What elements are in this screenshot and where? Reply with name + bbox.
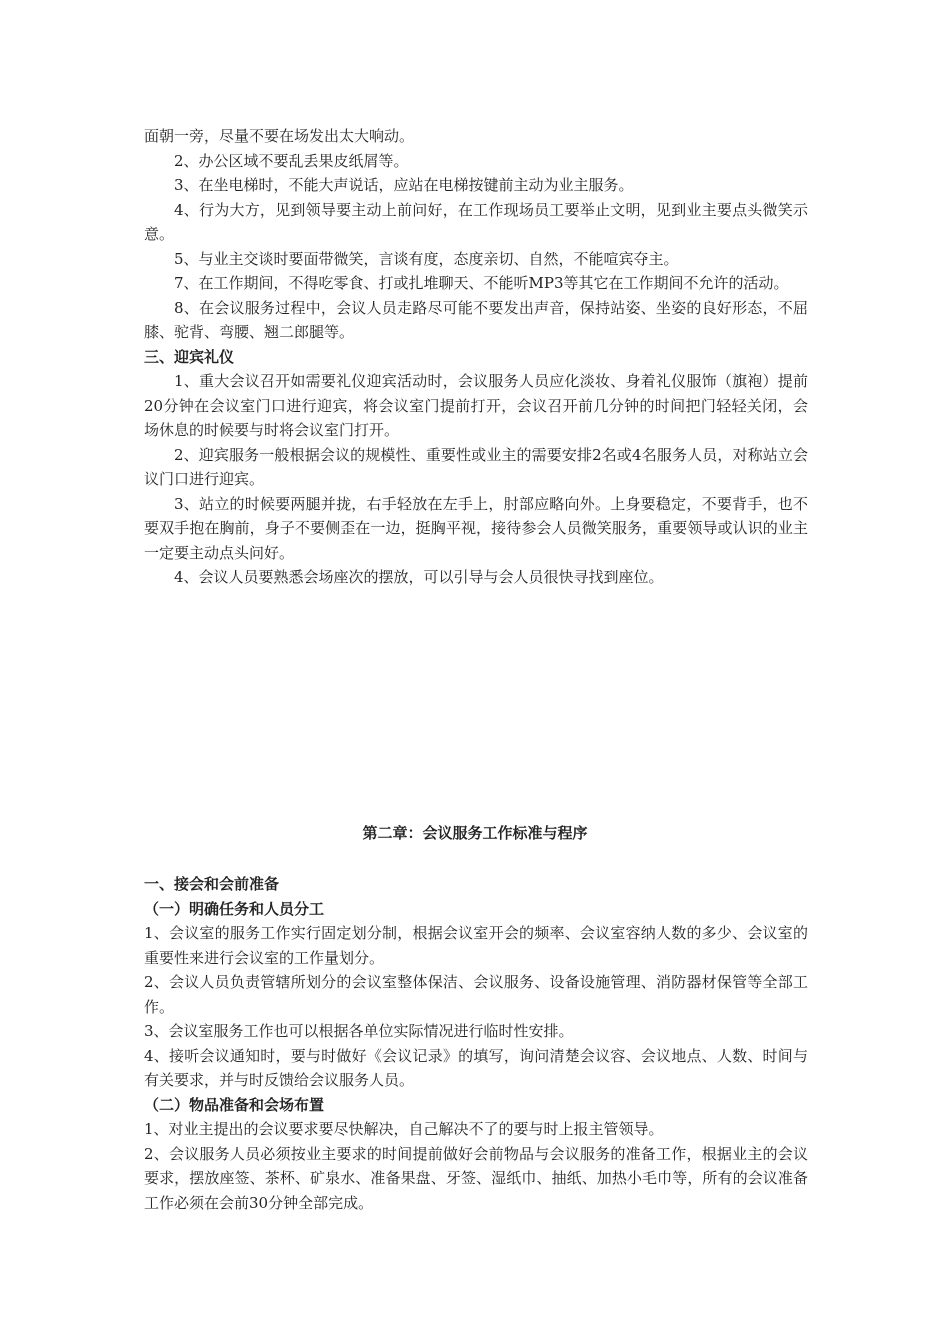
- paragraph: 7、在工作期间，不得吃零食、打或扎堆聊天、不能听MP3等其它在工作期间不允许的活动。: [174, 274, 789, 292]
- paragraph: 5、与业主交谈时要面带微笑，言谈有度，态度亲切、自然，不能喧宾夺主。: [174, 249, 679, 268]
- paragraph: 1、对业主提出的会议要求要尽快解决，自己解决不了的要与时上报主管领导。: [144, 1120, 664, 1138]
- paragraph: 3、会议室服务工作也可以根据各单位实际情况进行临时性安排。: [144, 1022, 574, 1040]
- section-heading: 一、接会和会前准备: [144, 875, 280, 893]
- paragraph: 2、会议服务人员必须按业主要求的时间提前做好会前物品与会议服务的准备工作，根据业主的会议要求，摆放座签、茶杯、矿泉水、准备果盘、牙签、湿纸巾、抽纸、加热小毛巾等，所有的会议准备工作必须在会前30分钟全部完成。: [144, 1144, 808, 1212]
- paragraph: 2、办公区域不要乱丢果皮纸屑等。: [174, 151, 409, 170]
- paragraph: 面朝一旁，尽量不要在场发出太大响动。: [144, 127, 415, 145]
- paragraph: 1、重大会议召开如需要礼仪迎宾活动时，会议服务人员应化淡妆、身着礼仪服饰（旗袍）提前20分钟在会议室门口进行迎宾，将会议室门提前打开，会议召开前几分钟的时间把门轻轻关闭，会场休息的时候要与时将会议室门打开。: [144, 372, 808, 439]
- paragraph: 4、接听会议通知时，要与时做好《会议记录》的填写，询问清楚会议容、会议地点、人数、时间与有关要求，并与时反馈给会议服务人员。: [144, 1046, 808, 1089]
- paragraph: 8、在会议服务过程中，会议人员走路尽可能不要发出声音，保持站姿、坐姿的良好形态，不屈膝、驼背、弯腰、翘二郎腿等。: [144, 298, 808, 341]
- paragraph: 2、会议人员负责管辖所划分的会议室整体保洁、会议服务、设备设施管理、消防器材保管等全部工作。: [144, 973, 808, 1016]
- section-conduct: [144, 124, 808, 590]
- paragraph: 4、行为大方，见到领导要主动上前问好，在工作现场员工要举止文明，见到业主要点头微笑示意。: [144, 200, 808, 243]
- paragraph: 2、迎宾服务一般根据会议的规模性、重要性或业主的需要安排2名或4名服务人员，对称站立会议门口进行迎宾。: [144, 445, 808, 488]
- paragraph: 3、在坐电梯时，不能大声说话，应站在电梯按键前主动为业主服务。: [174, 176, 634, 194]
- subsection-heading: （二）物品准备和会场布置: [144, 1095, 325, 1114]
- paragraph: 1、会议室的服务工作实行固定划分制，根据会议室开会的频率、会议室容纳人数的多少、会议室的重要性来进行会议室的工作量划分。: [144, 924, 808, 967]
- paragraph: 3、站立的时候要两腿并拢，右手轻放在左手上，肘部应略向外。上身要稳定，不要背手，也不要双手抱在胸前，身子不要侧歪在一边，挺胸平视，接待参会人员微笑服务，重要领导或认识的业主一定要主动点头问好。: [144, 494, 808, 562]
- subsection-heading: （一）明确任务和人员分工: [144, 899, 325, 918]
- section-heading: 三、迎宾礼仪: [144, 347, 235, 366]
- paragraph: 4、会议人员要熟悉会场座次的摆放，可以引导与会人员很快寻找到座位。: [174, 568, 664, 586]
- section-preparation: [144, 872, 808, 1215]
- chapter-title: 第二章：会议服务工作标准与程序: [362, 824, 588, 842]
